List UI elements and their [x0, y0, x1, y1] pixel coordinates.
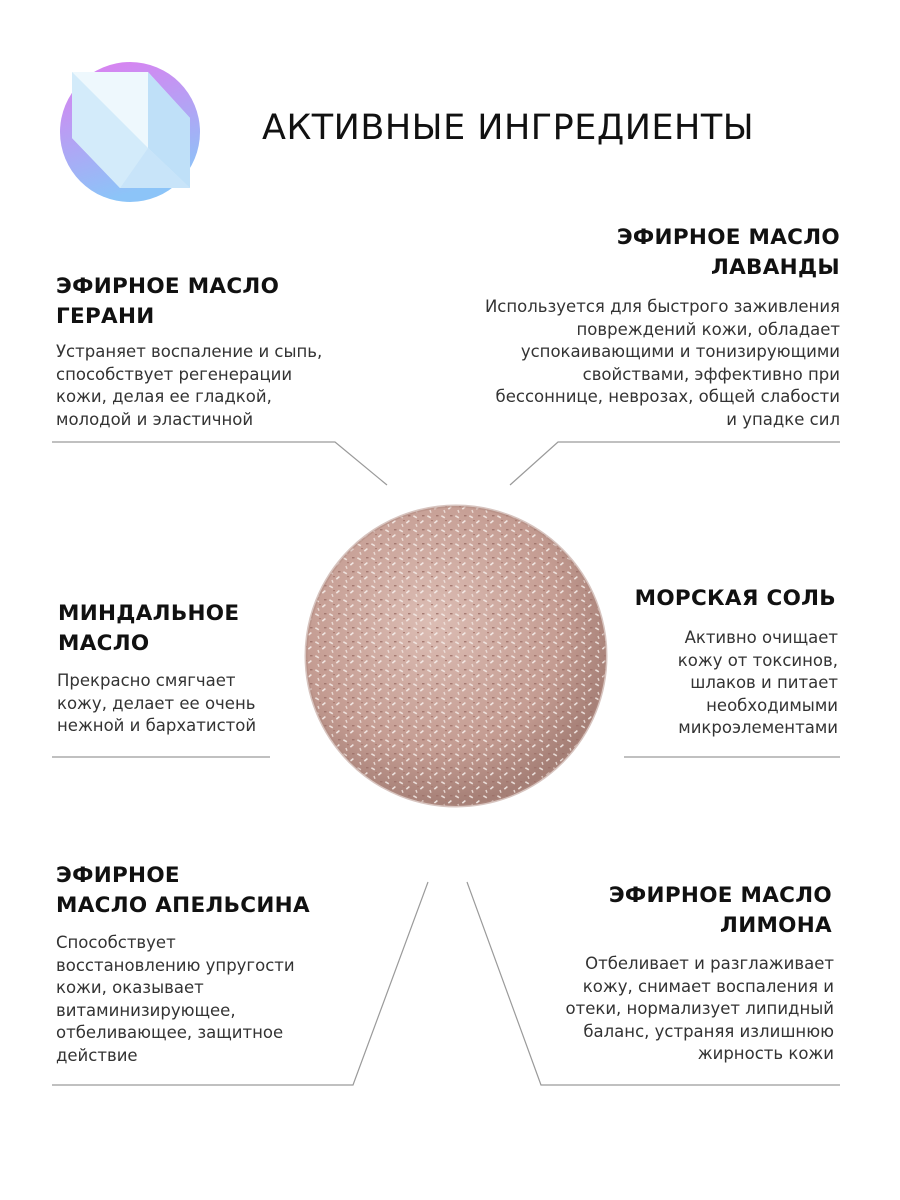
orange-heading: ЭФИРНОЕ МАСЛО АПЕЛЬСИНА	[56, 863, 310, 918]
page-title: АКТИВНЫЕ ИНГРЕДИЕНТЫ	[262, 108, 755, 148]
sea-salt-description: Активно очищает кожу от токсинов, шлаков и питает необходимыми микроэлементами	[677, 628, 838, 737]
almond-description: Прекрасно смягчает кожу, делает ее очень нежной и бархатистой	[57, 671, 257, 735]
lemon-description: Отбеливает и разглаживает кожу, снимает воспаления и отеки, нормализует липидный баланс, устраняя излишнюю жирность кожи	[565, 954, 834, 1063]
sea-salt-heading: МОРСКАЯ СОЛЬ	[634, 586, 836, 611]
geranium-description: Устраняет воспаление и сыпь, способствует регенерации кожи, делая ее гладкой, молодой и эластичной	[56, 342, 323, 429]
lavender-connector	[510, 442, 840, 485]
orange-description: Способствует восстановлению упругости кожи, оказывает витаминизирующее, отбеливающее, защитное действие	[56, 933, 295, 1065]
lavender-heading: ЭФИРНОЕ МАСЛО ЛАВАНДЫ	[616, 225, 840, 280]
lavender-description: Используется для быстрого заживления повреждений кожи, обладает успокаивающими и тонизирующими свойствами, эффективно при бессоннице, неврозах, общей слабости и упадке сил	[484, 297, 840, 429]
geranium-connector	[52, 442, 387, 485]
geranium-heading: ЭФИРНОЕ МАСЛО ГЕРАНИ	[56, 274, 280, 329]
lemon-heading: ЭФИРНОЕ МАСЛО ЛИМОНА	[608, 883, 832, 938]
almond-heading: МИНДАЛЬНОЕ МАСЛО	[58, 601, 240, 656]
bath-bomb-image	[300, 500, 612, 812]
